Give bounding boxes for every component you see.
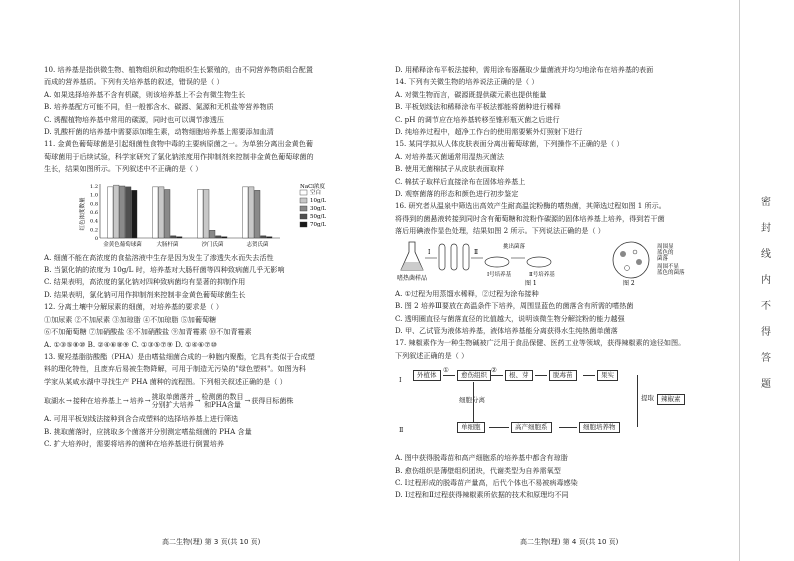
route-label: Ⅱ [399,426,404,435]
q15-option-d: D. 观察菌落的形态和颜色进行初步鉴定 [395,189,519,199]
arrow-label: 细胞分离 [459,396,485,405]
q10-stem: 而成的营养基质。下列有关培养基的叙述，错误的是（ ） [44,77,224,87]
y-axis-label: 红色浓度数量 [80,197,86,231]
y-tick-label: 0 [94,235,98,242]
q15-option-c: C. 棉拭子取样后直接涂布在固体培养基上 [395,176,526,186]
bar [114,185,120,238]
q14-option-c: C. pH 的调节应在培养基转移至锥形瓶灭菌之后进行 [395,114,560,124]
step-label: Ⅱ [474,248,479,256]
colony [633,250,637,254]
legend-text: 蓝色的 [657,249,674,256]
arrow-icon [535,375,547,376]
q16-stem: 16. 研究者从温泉中筛选出高效产生耐高温淀粉酶的嗜热菌，其筛选过程如图 1 所示。 [395,201,666,211]
bar [261,235,267,237]
q12-items: ①加尿素 ②不加尿素 ③加琼脂 ④不加琼脂 ⑤加葡萄糖 [44,314,217,324]
legend-swatch [300,222,307,227]
node-callus: 愈伤组织 [457,370,491,381]
q15-stem: 15. 某同学拟从人体皮肤表面分离出葡萄球菌，下列操作不正确的是（ ） [395,139,624,149]
seal-char: 密 [761,197,771,208]
bar [153,187,159,238]
q12-items: ⑥不加葡萄糖 ⑦加硝酸盐 ⑧不加硝酸盐 ⑨加青霉素 ⑩不加青霉素 [44,327,252,337]
plate-label: Ⅰ号培养基 [487,271,512,278]
petri-dish-icon [485,257,509,267]
bar [171,235,177,237]
arrow-icon: → [66,396,72,405]
q11-option-b: B. 当氯化钠的浓度为 10g/L 时，培养基对大肠杆菌等四种致病菌几乎无影响 [44,265,285,275]
legend-text: 周围不显 [657,263,680,270]
q15-option-b: B. 使用无菌棉拭子从皮肤表面取样 [395,164,505,174]
arrow-icon: → [244,396,251,405]
legend-text: 周围显 [657,243,674,250]
arrow-icon: → [194,396,201,405]
test-tube-icon [451,244,457,270]
right-column [395,64,725,502]
y-tick-label: 0.6 [90,209,98,216]
step-label: Ⅰ [428,248,431,256]
arrow-icon [559,427,577,428]
node-root-bud: 根、芽 [505,370,533,381]
bar [132,190,138,238]
q17-option-d: D. Ⅰ过程和Ⅱ过程获得辣椒素所依据的技术和原理均不同 [395,490,569,500]
node-capsaicin: 辣椒素 [657,394,685,405]
seal-notice [760,190,772,398]
q14-option-b: B. 平板划线法和稀释涂布平板法都能将菌种进行稀释 [395,102,561,112]
q17-option-b: B. 愈伤组织是薄壁组织团块，代谢类型为自养需氧型 [395,465,561,475]
test-tube-icon [439,244,445,270]
q14-option-d: D. 纯培养过程中，超净工作台的使用需要紫外灯照射下进行 [395,127,583,137]
node-explant: 外植体 [413,370,441,381]
q13-option-a: A. 可用平板划线法接种到含合成塑料的选择培养基上进行筛选 [44,414,239,424]
q10-option-c: C. 诱醒植物培养基中常用的碳源，同时也可以调节渗透压 [44,114,224,124]
legend-label: 空白 [310,189,322,196]
binding-line [739,0,740,561]
q11-option-c: C. 结果表明，高浓度的氯化钠对四种致病菌均有显著的抑制作用 [44,277,246,287]
q16-option-a: A. ①过程为用蒸馏水稀释，②过程为涂布接种 [395,288,539,298]
bar [243,187,249,238]
arrow-label: ② [491,366,497,375]
flow-step-line: 挑取单菌落并 [151,393,194,402]
page-footer-left: 高二生物(理) 第 3 页(共 10 页) [162,538,261,546]
seal-char: 封 [761,223,771,234]
legend-text: 菌落 [657,255,669,262]
bar [210,230,216,238]
bar [177,236,183,237]
bar [159,187,165,238]
bar [198,189,204,238]
q10-option-a: A. 如果选择培养基不含有机碳，则该培养基上不会有微生物生长 [44,89,246,99]
legend-text: 蓝色的菌落 [657,269,685,276]
route-label: Ⅰ [399,376,402,385]
q11-stem: 萄球菌用于后续试验，科学家研究了氯化钠浓度用作抑制剂来控制非金黄色葡萄球菌的 [44,151,314,161]
flow-step: 培养 [129,396,144,405]
node-virus-free: 脱毒苗 [549,370,577,381]
arrow-icon [489,427,509,428]
flow-step: 获得目标菌株 [251,396,294,405]
bar [249,187,255,238]
legend-title: NaCl浓度 [300,183,326,190]
q11-option-a: A. 细菌不能在高浓度的食盐溶液中生存是因为发生了渗透失水而失去活性 [44,252,274,262]
pha-flow [44,393,392,409]
q14-option-a: A. 对微生物而言，碳源既提供碳元素也提供能量 [395,89,547,99]
seal-char: 得 [761,327,771,338]
flow-step [152,393,194,409]
flow-step: 取湖水 [44,396,65,405]
q16-stem: 落后用碘液作显色处理，结果如图 2 所示。下列说法正确的是（ ） [395,226,605,236]
arrow-icon [443,375,455,376]
legend-label: 10g/L [310,197,327,204]
q14-stem: 14. 下列有关微生物的培养说法正确的是（ ） [395,77,539,87]
legend-label: 30g/L [310,205,327,212]
x-tick-label: 志贺氏菌 [246,241,269,248]
q13-stem: 13. 聚羟基脂肪酸酯（PHA）是由嗜盐细菌合成的一种胞内聚酯，它具有类似于合成塑 [44,351,315,361]
seal-char: 不 [761,301,771,312]
q17-option-a: A. 图中获得脱毒苗和高产细胞系的培养基中都含有琼脂 [395,453,568,463]
bar [267,236,273,237]
figure-caption: 图 2 [623,279,635,286]
nacl-bar-chart-svg [44,178,344,250]
node-fruit: 果实 [597,370,618,381]
y-tick-label: 1.0 [90,192,98,199]
nacl-bar-chart [44,178,392,250]
q17-stem: 17. 辣椒素作为一种生物碱被广泛用于食品保健、医药工业等领域，获得辣椒素的途径如图。 [395,338,686,348]
node-culture: 细胞培养物 [579,422,620,433]
x-tick-label: 沙门氏菌 [201,241,224,248]
colony [636,259,642,265]
bar [204,189,210,238]
flow-step-line: 检测菌的数目 [201,393,244,402]
q11-stem: 11. 金黄色葡萄球菌是引起细菌性食物中毒的主要病原菌之一。为单独分离出金黄色葡 [44,139,313,149]
colony [620,251,626,257]
x-tick-label: 大肠杆菌 [156,241,179,248]
bar [222,236,228,237]
q13-option-d: D. 用稀释涂布平板法接种，需用涂布器蘸取少量菌液并均匀地涂布在培养基的表面 [395,65,654,74]
bar [120,186,126,238]
arrow-icon: → [122,396,129,405]
q13-option-b: B. 挑取菌落时，应挑取多个菌落并分别测定嗜盐细菌的 PHA 含量 [44,426,252,436]
bar [165,189,171,238]
petri-dish-icon [527,257,551,267]
left-column [44,64,392,450]
seal-char: 线 [761,249,771,260]
q16-stem: 将得到的菌悬液转接到同时含有葡萄糖和淀粉作碳源的固体培养基上培养，得到若干菌 [395,213,665,223]
node-single-cell: 单细胞 [457,422,485,433]
capsaicin-flowchart [399,364,719,450]
arrow-label: ① [443,366,449,375]
legend-label: 70g/L [310,221,327,228]
plate-label: Ⅱ号培养基 [529,271,555,278]
bar [216,235,222,237]
page-footer-right: 高二生物(理) 第 4 页(共 10 页) [520,538,619,546]
x-tick-label: 金黄色葡萄球菌 [103,241,142,248]
y-tick-label: 1.2 [90,183,98,190]
q11-stem: 生长，结果如图所示。下列叙述中不正确的是（ ） [44,164,203,174]
connector-line [637,375,638,427]
q15-option-a: A. 对培养基灭菌通常用湿热灭菌法 [395,151,504,161]
bar [255,190,261,238]
legend-swatch [300,206,307,211]
q12-choices: A. ①③⑤⑧⑩ B. ②④⑥⑧⑨ C. ①③⑤⑦⑨ D. ①④⑥⑦⑩ [44,339,217,349]
seal-char: 题 [761,379,771,390]
q13-stem: 料的理化特性，且废弃后易被生物降解，可用于制造无污染的"绿色塑料"。如图为科 [44,364,306,374]
arrow-label: 提取 [641,394,654,403]
q17-stem: 下列叙述正确的是（ ） [395,350,469,360]
pick-label: 挑出菌落 [503,243,526,250]
legend-label: 50g/L [310,213,327,220]
plate-figure2 [613,242,649,278]
arrow-icon [583,375,595,376]
arrow-icon: → [144,396,151,405]
q13-stem: 学家从某咸水湖中寻找生产 PHA 菌种的流程图。下列相关叙述正确的是（ ） [44,376,287,386]
legend-swatch [300,198,307,203]
q10-stem: 10. 培养基是指供微生物、植物组织和动物组织生长繁殖的，由不同营养物质组合配置 [44,65,313,74]
q16-option-d: D. 甲、乙试管为液体培养基，液体培养基能分离获得水生纯热菌单菌落 [395,325,618,335]
q10-option-b: B. 培养基配方可能不同，但一般都含水、碳源、氮源和无机盐等营养物质 [44,102,274,112]
seal-char: 内 [761,275,771,286]
y-tick-label: 0.8 [90,200,98,207]
figure-caption: 图 1 [525,279,537,286]
q11-option-d: D. 结果表明，氯化钠可用作抑制剂来控制非金黄色葡萄球菌生长 [44,289,246,299]
flow-step-line: 分别扩大培养 [151,401,194,410]
q16-option-b: B. 图 2 培养Ⅲ要放在高温条件下培养，周围显蓝色的菌落含有所需的嗜热菌 [395,301,634,311]
seal-char: 答 [761,353,771,364]
bar [126,187,132,238]
colony [625,265,630,270]
q12-stem: 12. 分离土壤中分解尿素的细菌，对培养基的要求是（ ） [44,302,223,312]
q13-option-c: C. 扩大培养时，需要将培养的菌种在培养基进行倒置培养 [44,438,224,448]
legend-swatch [300,214,307,219]
test-tube-icon [463,244,469,270]
q10-option-d: D. 乳酸杆菌的培养基中需要添加维生素，动物细胞培养基上需要添加血清 [44,127,274,137]
q16-figure-svg [395,240,715,286]
sample-label: 嗜热菌样品 [397,274,428,282]
node-high-yield: 高产细胞系 [511,422,552,433]
y-tick-label: 0.2 [90,226,98,233]
legend-swatch [300,190,307,195]
q16-option-c: C. 透明圈直径与菌落直径的比值越大，说明该微生物分解淀粉的能力越强 [395,313,625,323]
y-tick-label: 0.4 [90,218,98,225]
q17-option-c: C. Ⅰ过程形成的脱毒苗产量高，后代个体也不易被病毒感染 [395,477,578,487]
bar [108,187,114,238]
arrow-icon [491,375,503,376]
flow-step: 接种在培养基上 [72,396,122,405]
flow-step [202,393,244,409]
flow-step-line: 和PHA含量 [204,401,241,410]
q16-figure [395,240,725,286]
